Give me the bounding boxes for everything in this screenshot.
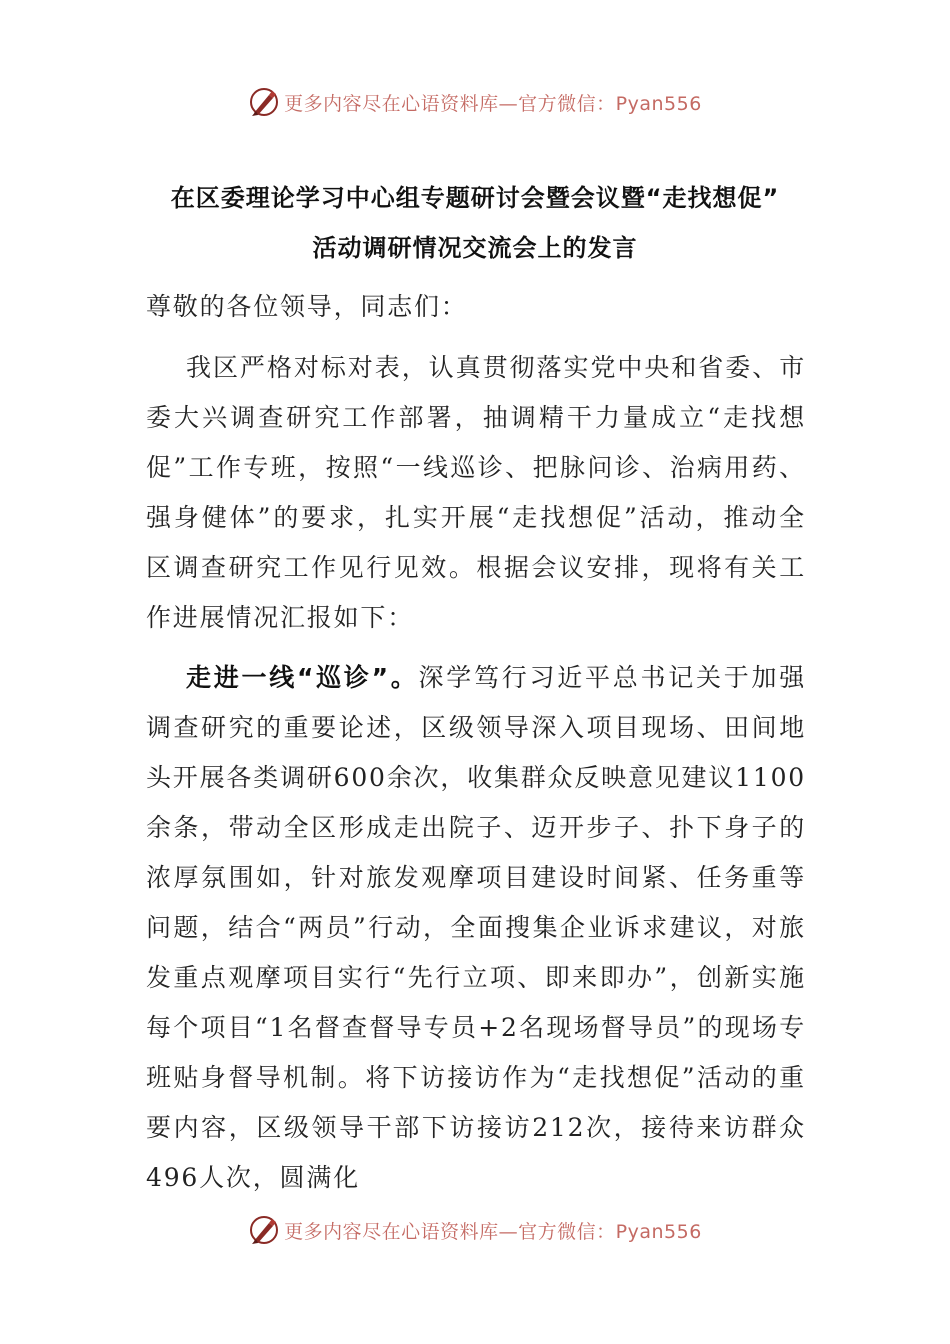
- pen-logo-icon: [248, 1214, 280, 1246]
- header-banner-text: 更多内容尽在心语资料库—官方微信：Pyan556: [284, 92, 702, 115]
- section-body: 深学笃行习近平总书记关于加强调查研究的重要论述，区级领导深入项目现场、田间地头开展各类调研600余次，收集群众反映意见建议1100余条，带动全区形成走出院子、迈开步子、扑下身子的浓厚氛围如，针对旅发观摩项目建设时间紧、任务重等问题，结合“两员”行动，全面搜集企业诉求建议，对旅发重点观摩项目实行“先行立项、即来即办”，创新实施每个项目“1名督查督导专员+2名现场督导员”的现场专班贴身督导机制。将下访接访作为“走找想促”活动的重要内容，区级领导干部下访接访212次，接待来访群众496人次，圆满化: [146, 663, 807, 1192]
- paragraph-intro: 我区严格对标对表，认真贯彻落实党中央和省委、市委大兴调查研究工作部署，抽调精干力量成立“走找想促”工作专班，按照“一线巡诊、把脉问诊、治病用药、强身健体”的要求，扎实开展“走找想促”活动，推动全区调查研究工作见行见效。根据会议安排，现将有关工作进展情况汇报如下：: [146, 353, 806, 632]
- header-banner: [0, 82, 950, 122]
- document-title-line-1: 在区委理论学习中心组专题研讨会暨会议暨“走找想促”: [170, 184, 780, 212]
- footer-banner-text: 更多内容尽在心语资料库—官方微信：Pyan556: [284, 1220, 702, 1243]
- footer-banner: [0, 1210, 950, 1250]
- section-heading-inline: 走进一线“巡诊”。: [186, 663, 419, 692]
- salutation: 尊敬的各位领导，同志们：: [146, 292, 468, 321]
- document-title-line-2: 活动调研情况交流会上的发言: [312, 234, 638, 262]
- paragraph-section-1: [146, 653, 806, 1203]
- footer-wechat-id: Pyan556: [615, 1220, 702, 1243]
- header-wechat-id: Pyan556: [615, 92, 702, 115]
- pen-logo-icon: [248, 86, 280, 118]
